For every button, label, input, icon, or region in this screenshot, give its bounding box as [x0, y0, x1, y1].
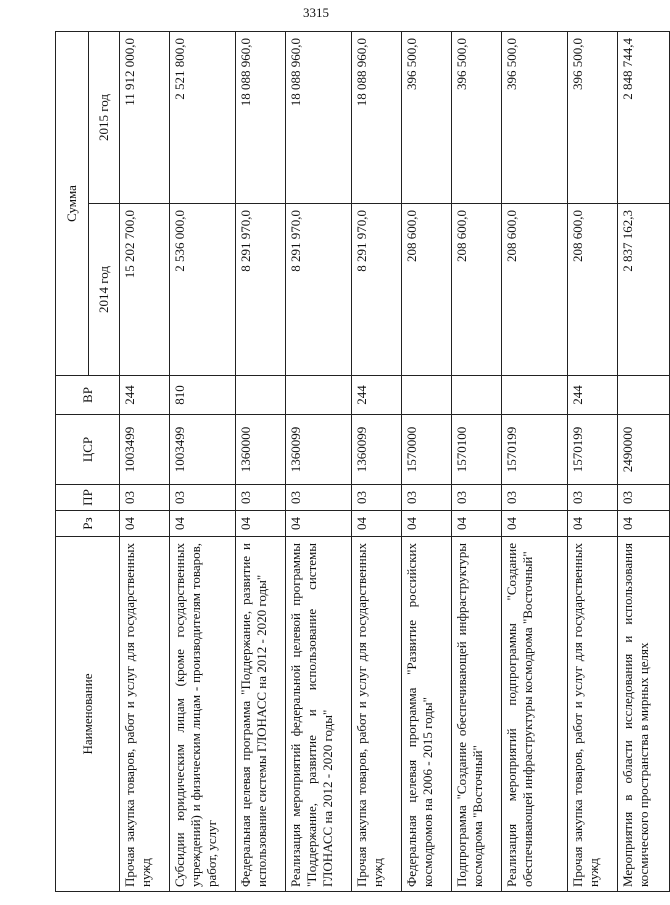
row-rz: 04: [452, 511, 502, 537]
table-row: [236, 32, 286, 892]
row-rz: 04: [352, 511, 402, 537]
row-sum-2014: 208 600,0: [502, 204, 568, 376]
rotated-budget-table: [55, 32, 651, 892]
row-sum-2015: 11 912 000,0: [120, 32, 170, 204]
table-row: [618, 32, 670, 892]
row-csr: 1360000: [236, 415, 286, 485]
row-csr: 1570000: [402, 415, 452, 485]
table-row: [402, 32, 452, 892]
row-rz: 04: [236, 511, 286, 537]
row-pr: 03: [502, 485, 568, 511]
header-rz: Рз: [56, 511, 120, 537]
header-2014: 2014 год: [89, 204, 120, 376]
row-vr: 244: [352, 376, 402, 415]
row-sum-2015: 2 848 744,4: [618, 32, 670, 204]
row-csr: 1570199: [502, 415, 568, 485]
row-sum-2015: 18 088 960,0: [286, 32, 352, 204]
row-pr: 03: [352, 485, 402, 511]
row-rz: 04: [120, 511, 170, 537]
row-vr: [286, 376, 352, 415]
row-name: Прочая закупка товаров, работ и услуг для государственных нужд: [568, 537, 618, 892]
row-rz: 04: [170, 511, 236, 537]
row-sum-2014: 15 202 700,0: [120, 204, 170, 376]
row-sum-2015: 2 521 800,0: [170, 32, 236, 204]
row-pr: 03: [286, 485, 352, 511]
row-sum-2014: 8 291 970,0: [236, 204, 286, 376]
row-pr: 03: [120, 485, 170, 511]
header-pr: ПР: [56, 485, 120, 511]
row-csr: 1570199: [568, 415, 618, 485]
row-sum-2014: 208 600,0: [568, 204, 618, 376]
table-row: [568, 32, 618, 892]
row-sum-2014: 8 291 970,0: [352, 204, 402, 376]
row-name: Прочая закупка товаров, работ и услуг для государственных нужд: [120, 537, 170, 892]
page-number: 3315: [303, 5, 329, 20]
row-csr: 1003499: [120, 415, 170, 485]
row-vr: [618, 376, 670, 415]
header-name: Наименование: [56, 537, 120, 892]
row-sum-2015: 396 500,0: [502, 32, 568, 204]
table-row: [352, 32, 402, 892]
row-vr: 810: [170, 376, 236, 415]
row-vr: [236, 376, 286, 415]
row-name: Подпрограмма "Создание обеспечивающей инфраструктуры космодрома "Восточный": [452, 537, 502, 892]
row-csr: 1003499: [170, 415, 236, 485]
row-csr: 1360099: [286, 415, 352, 485]
row-sum-2015: 396 500,0: [452, 32, 502, 204]
table-row: [120, 32, 170, 892]
row-pr: 03: [618, 485, 670, 511]
row-pr: 03: [452, 485, 502, 511]
header-csr: ЦСР: [56, 415, 120, 485]
row-name: Федеральная целевая программа "Развитие российских космодромов на 2006 - 2015 годы": [402, 537, 452, 892]
table-row: [286, 32, 352, 892]
table-row: [452, 32, 502, 892]
row-vr: [452, 376, 502, 415]
row-sum-2015: 18 088 960,0: [352, 32, 402, 204]
row-vr: [502, 376, 568, 415]
table-body: [120, 32, 670, 892]
row-rz: 04: [568, 511, 618, 537]
row-name: Субсидии юридическим лицам (кроме государственных учреждений) и физическим лицам - производителям товаров, работ, услуг: [170, 537, 236, 892]
row-pr: 03: [568, 485, 618, 511]
budget-table: [55, 31, 670, 892]
row-sum-2015: 18 088 960,0: [236, 32, 286, 204]
row-sum-2015: 396 500,0: [402, 32, 452, 204]
row-rz: 04: [502, 511, 568, 537]
row-name: Прочая закупка товаров, работ и услуг для государственных нужд: [352, 537, 402, 892]
table-row: [502, 32, 568, 892]
row-csr: 1360099: [352, 415, 402, 485]
row-vr: 244: [120, 376, 170, 415]
row-rz: 04: [402, 511, 452, 537]
row-sum-2014: 2 536 000,0: [170, 204, 236, 376]
row-rz: 04: [618, 511, 670, 537]
row-sum-2014: 208 600,0: [402, 204, 452, 376]
row-sum-2015: 396 500,0: [568, 32, 618, 204]
header-vr: ВР: [56, 376, 120, 415]
row-pr: 03: [236, 485, 286, 511]
header-sum: Сумма: [56, 32, 89, 376]
header-2015: 2015 год: [89, 32, 120, 204]
row-csr: 2490000: [618, 415, 670, 485]
row-sum-2014: 2 837 162,3: [618, 204, 670, 376]
row-csr: 1570100: [452, 415, 502, 485]
row-name: Реализация мероприятий федеральной целевой программы "Поддержание, развитие и использование системы ГЛОНАСС на 2012 - 2020 годы": [286, 537, 352, 892]
row-sum-2014: 208 600,0: [452, 204, 502, 376]
row-name: Мероприятия в области исследования и использования космического пространства в мирных целях: [618, 537, 670, 892]
row-sum-2014: 8 291 970,0: [286, 204, 352, 376]
row-rz: 04: [286, 511, 352, 537]
row-pr: 03: [170, 485, 236, 511]
table-row: [170, 32, 236, 892]
row-name: Реализация мероприятий подпрограммы "Создание обеспечивающей инфраструктуры космодрома "Восточный": [502, 537, 568, 892]
row-name: Федеральная целевая программа "Поддержание, развитие и использование системы ГЛОНАСС на 2012 - 2020 годы": [236, 537, 286, 892]
row-pr: 03: [402, 485, 452, 511]
row-vr: [402, 376, 452, 415]
row-vr: 244: [568, 376, 618, 415]
